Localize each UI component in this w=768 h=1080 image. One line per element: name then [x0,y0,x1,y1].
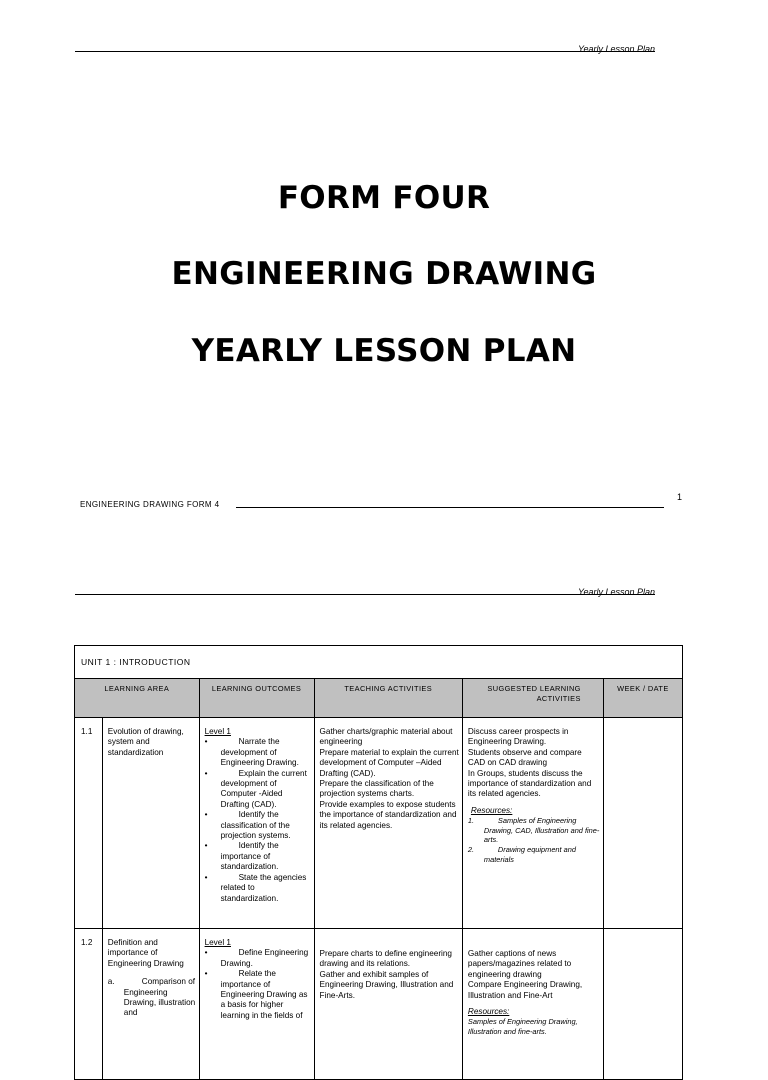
resources-text: Samples of Engineering Drawing, Illustration and fine-arts. [467,1017,578,1037]
page1-footer-rule [236,507,664,508]
week-date-cell [603,718,682,929]
resource-item: 1. Samples of Engineering Drawing, CAD, Illustration and fine-arts. [467,816,600,845]
page2-header-label: Yearly Lesson Plan [578,587,656,597]
teaching-activities: Gather charts/graphic material about engineering Prepare material to explain the current development of Computer –Aided Drafting (CAD). Prepare the classification of the projection systems charts. Provide examples to expose students the importance of standardization and its related agencies. [314,718,462,929]
title-form-four: FORM FOUR [277,180,491,216]
row-number: 1.2 [75,929,103,1080]
outcome-item: • Explain the current development of Computer -Aided Drafting (CAD). [205,769,311,811]
outcome-item: • Identify the importance of standardization. [205,841,311,872]
learning-area: Definition and importance of Engineering Drawing [107,938,184,968]
header-suggested-label: SUGGESTED LEARNING ACTIVITIES [487,684,581,704]
outcome-list [205,737,311,904]
header-teaching-activities: TEACHING ACTIVITIES [314,679,462,718]
table-row [75,929,683,1080]
suggested-activities: Discuss career prospects in Engineering Drawing. Students observe and compare CAD on CAD drawing In Groups, students discuss the importance of standardization and its related agencies. [467,727,592,799]
lesson-plan-table [74,645,683,1080]
title-plan: YEARLY LESSON PLAN [191,333,577,369]
outcome-item: • Identify the classification of the projection systems. [205,810,311,841]
resources-label: Resources: [467,1007,510,1017]
outcome-item: • Narrate the development of Engineering Drawing. [205,737,311,768]
row-number: 1.1 [75,718,103,929]
unit-title: UNIT 1 : INTRODUCTION [75,646,683,679]
resources-list [468,816,600,864]
column-header-row [75,679,683,718]
suggested-activities: Gather captions of news papers/magazines related to engineering drawing Compare Engineering Drawing, Illustration and Fine-Art [467,949,583,1000]
learning-area-cell [102,929,199,1080]
resource-item: 2. Drawing equipment and materials [467,845,576,864]
learning-area-subitem: a. Comparison of Engineering Drawing, illustration and [107,977,196,1018]
teaching-activities: Prepare charts to define engineering drawing and its relations. Gather and exhibit samples of Engineering Drawing, Illustration and Fine-Arts. [314,929,462,1080]
outcome-list [205,948,311,1021]
page1-footer-label: ENGINEERING DRAWING FORM 4 [80,500,220,509]
learning-outcomes-cell [199,718,314,929]
page2-header-rule [75,594,655,595]
week-date-cell [603,929,682,1080]
level-label: Level 1 [204,727,231,736]
header-learning-outcomes: LEARNING OUTCOMES [199,679,314,718]
page1-header-label: Yearly Lesson Plan [578,44,656,54]
page-number: 1 [677,492,683,502]
unit-row [75,646,683,679]
suggested-activities-cell [462,929,603,1080]
page1-header-rule [75,51,655,52]
header-week-date: WEEK / DATE [603,679,682,718]
outcome-item: • State the agencies related to standardization. [205,873,311,904]
header-suggested-activities [462,679,603,718]
resources-label: Resources: [470,805,513,815]
outcome-item: • Define Engineering Drawing. [205,948,311,969]
table-row [75,718,683,929]
header-learning-area: LEARNING AREA [75,679,200,718]
outcome-item: • Relate the importance of Engineering Drawing as a basis for higher learning in the fields of [205,969,311,1021]
suggested-activities-cell [462,718,603,929]
title-subject: ENGINEERING DRAWING [171,256,597,292]
learning-area: Evolution of drawing, system and standardization [102,718,199,929]
learning-outcomes-cell [199,929,314,1080]
level-label: Level 1 [204,938,231,947]
